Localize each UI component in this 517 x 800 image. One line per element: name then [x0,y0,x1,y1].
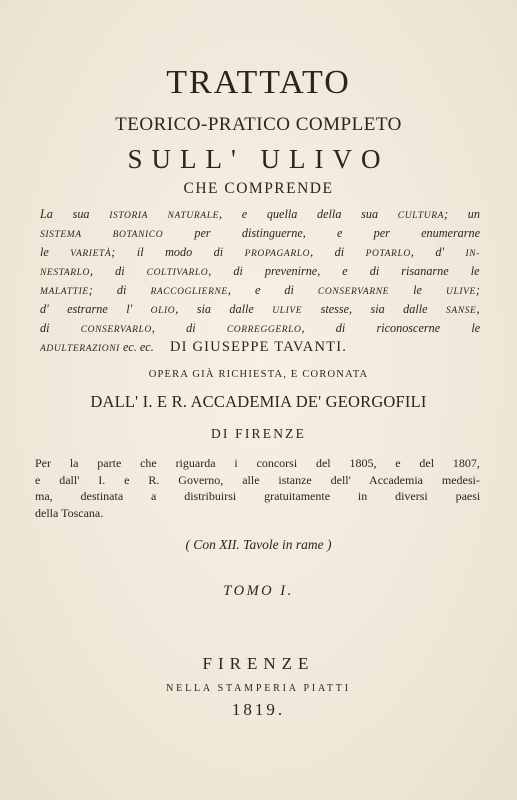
author-line: DI GIUSEPPE TAVANTI. [169,339,348,355]
description-line: MALATTIE; di RACCOGLIERNE, e di CONSERVARNE le ULIVE; [40,283,480,297]
description-line: La sua ISTORIA NATURALE, e quella della sua CULTURA; un [40,207,480,221]
imprint-year: 1819. [231,700,286,719]
imprint-printer: NELLA STAMPERIA PIATTI [166,683,351,694]
volume-label: TOMO I. [223,583,294,599]
description-line: le VARIETÀ; il modo di PROPAGARLO, di POTARLO, d' IN- [40,245,481,259]
note-line: e dall' I. e R. Governo, alle istanze dell' Accademia medesi- [35,472,480,487]
description-line: d' estrarne l' OLIO, sia dalle ULIVE stesse, sia dalle SANSE, [40,302,480,316]
subtitle: TEORICO-PRATICO COMPLETO [115,114,402,135]
contents-heading: CHE COMPRENDE [183,180,334,197]
note-line: Per la parte che riguarda i concorsi del 1805, e del 1807, [35,456,480,470]
description-line: SISTEMA BOTANICO per distinguerne, e per enumerarne [40,226,481,240]
contest-note [35,455,480,521]
plates-note: ( Con XII. Tavole in rame ) [185,537,332,552]
award-line: OPERA GIÀ RICHIESTA, E CORONATA [148,369,369,380]
note-line: ma, destinata a distribuirsi gratuitamente in diversi paesi [35,489,481,503]
imprint-city: FIRENZE [202,654,315,673]
note-line: della Toscana. [35,505,104,520]
academy-city: DI FIRENZE [210,426,307,441]
academy-name: DALL' I. E R. ACCADEMIA DE' GEORGOFILI [90,392,427,411]
description-line: di CONSERVARLO, di CORREGGERLO, di riconoscerne le [40,321,481,335]
description-line: NESTARLO, di COLTIVARLO, di prevenirne, e di risanarne le [40,264,480,278]
contents-description [40,206,480,358]
subject-title: SULL' ULIVO [127,144,390,174]
description-line: ADULTERAZIONI ec. ec. [40,340,154,354]
main-title: TRATTATO [166,64,351,101]
